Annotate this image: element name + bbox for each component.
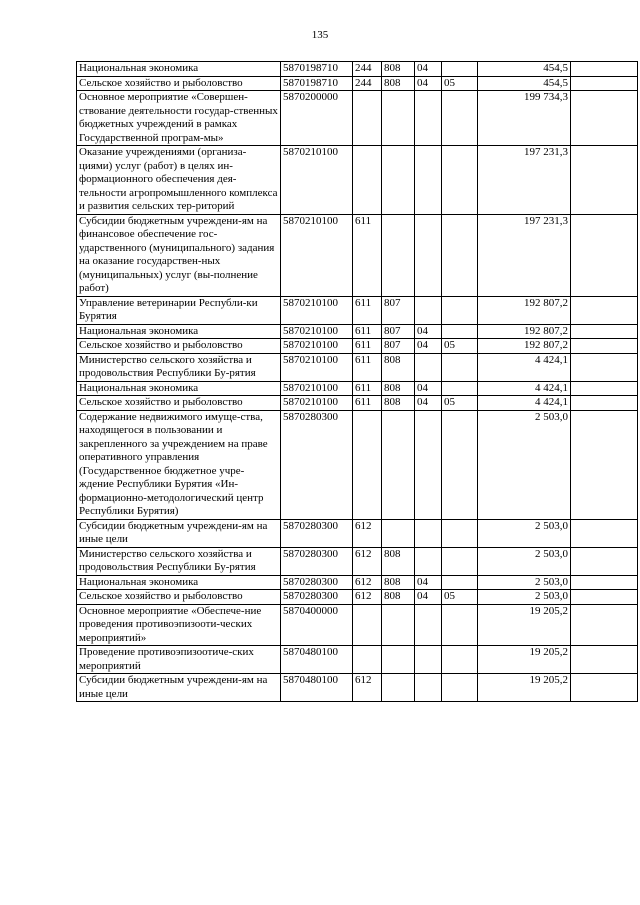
subsection-cell bbox=[442, 674, 478, 702]
amount-cell: 2 503,0 bbox=[478, 590, 571, 605]
page-number: 135 bbox=[311, 29, 329, 41]
section-cell bbox=[415, 646, 442, 674]
expense-type-cell: 611 bbox=[353, 396, 382, 411]
row-name-cell: Субсидии бюджетным учреждени-ям на иные цели bbox=[77, 519, 281, 547]
expense-type-cell: 611 bbox=[353, 339, 382, 354]
administrator-code-cell bbox=[382, 91, 415, 146]
expense-type-cell: 612 bbox=[353, 519, 382, 547]
administrator-code-cell bbox=[382, 214, 415, 296]
row-name-cell: Субсидии бюджетным учреждени-ям на иные цели bbox=[77, 674, 281, 702]
expense-type-cell: 612 bbox=[353, 547, 382, 575]
expense-type-cell: 612 bbox=[353, 674, 382, 702]
table-row bbox=[77, 76, 638, 91]
extra-cell bbox=[571, 91, 638, 146]
target-article-cell: 5870210100 bbox=[281, 324, 353, 339]
subsection-cell: 05 bbox=[442, 396, 478, 411]
target-article-cell: 5870210100 bbox=[281, 353, 353, 381]
row-name-cell: Национальная экономика bbox=[77, 62, 281, 77]
amount-cell: 4 424,1 bbox=[478, 353, 571, 381]
table-row bbox=[77, 646, 638, 674]
expense-type-cell bbox=[353, 146, 382, 215]
extra-cell bbox=[571, 76, 638, 91]
amount-cell: 192 807,2 bbox=[478, 339, 571, 354]
subsection-cell: 05 bbox=[442, 590, 478, 605]
target-article-cell: 5870280300 bbox=[281, 410, 353, 519]
expense-type-cell: 244 bbox=[353, 76, 382, 91]
amount-cell: 192 807,2 bbox=[478, 296, 571, 324]
extra-cell bbox=[571, 396, 638, 411]
administrator-code-cell: 808 bbox=[382, 396, 415, 411]
section-cell bbox=[415, 410, 442, 519]
expense-type-cell: 611 bbox=[353, 296, 382, 324]
subsection-cell bbox=[442, 575, 478, 590]
amount-cell: 2 503,0 bbox=[478, 410, 571, 519]
row-name-cell: Национальная экономика bbox=[77, 324, 281, 339]
row-name-cell: Управление ветеринарии Республи-ки Бурятия bbox=[77, 296, 281, 324]
section-cell: 04 bbox=[415, 396, 442, 411]
row-name-cell: Национальная экономика bbox=[77, 575, 281, 590]
table-row bbox=[77, 381, 638, 396]
row-name-cell: Министерство сельского хозяйства и продовольствия Республики Бу-рятия bbox=[77, 353, 281, 381]
target-article-cell: 5870210100 bbox=[281, 381, 353, 396]
expense-type-cell: 611 bbox=[353, 214, 382, 296]
amount-cell: 192 807,2 bbox=[478, 324, 571, 339]
amount-cell: 19 205,2 bbox=[478, 646, 571, 674]
expense-type-cell: 611 bbox=[353, 324, 382, 339]
table-row bbox=[77, 91, 638, 146]
expense-type-cell: 611 bbox=[353, 353, 382, 381]
amount-cell: 19 205,2 bbox=[478, 604, 571, 646]
table-row bbox=[77, 396, 638, 411]
extra-cell bbox=[571, 146, 638, 215]
expense-type-cell: 611 bbox=[353, 381, 382, 396]
extra-cell bbox=[571, 324, 638, 339]
administrator-code-cell: 808 bbox=[382, 575, 415, 590]
amount-cell: 197 231,3 bbox=[478, 214, 571, 296]
table-row bbox=[77, 339, 638, 354]
table-row bbox=[77, 214, 638, 296]
budget-table bbox=[76, 61, 638, 702]
amount-cell: 454,5 bbox=[478, 76, 571, 91]
administrator-code-cell: 808 bbox=[382, 353, 415, 381]
section-cell bbox=[415, 547, 442, 575]
administrator-code-cell: 808 bbox=[382, 547, 415, 575]
subsection-cell bbox=[442, 353, 478, 381]
section-cell bbox=[415, 604, 442, 646]
table-row bbox=[77, 547, 638, 575]
target-article-cell: 5870210100 bbox=[281, 296, 353, 324]
row-name-cell: Оказание учреждениями (организа-циями) услуг (работ) в целях ин-формационного обеспечения дея-тельности агропромышленного комплекса и развития сельских тер-риторий bbox=[77, 146, 281, 215]
administrator-code-cell bbox=[382, 646, 415, 674]
extra-cell bbox=[571, 296, 638, 324]
extra-cell bbox=[571, 353, 638, 381]
extra-cell bbox=[571, 519, 638, 547]
administrator-code-cell bbox=[382, 604, 415, 646]
table-row bbox=[77, 575, 638, 590]
section-cell bbox=[415, 296, 442, 324]
extra-cell bbox=[571, 590, 638, 605]
amount-cell: 4 424,1 bbox=[478, 396, 571, 411]
extra-cell bbox=[571, 547, 638, 575]
table-row bbox=[77, 353, 638, 381]
row-name-cell: Субсидии бюджетным учреждени-ям на финансовое обеспечение гос-ударственного (муниципального) задания на оказание государствен-ных (муниципальных) услуг (вы-полнение работ) bbox=[77, 214, 281, 296]
extra-cell bbox=[571, 339, 638, 354]
target-article-cell: 5870198710 bbox=[281, 76, 353, 91]
subsection-cell bbox=[442, 296, 478, 324]
target-article-cell: 5870210100 bbox=[281, 214, 353, 296]
row-name-cell: Сельское хозяйство и рыболовство bbox=[77, 339, 281, 354]
target-article-cell: 5870480100 bbox=[281, 674, 353, 702]
target-article-cell: 5870210100 bbox=[281, 396, 353, 411]
row-name-cell: Основное мероприятие «Совершен-ствование деятельности государ-ственных бюджетных учреждений в рамках Государственной програм-мы» bbox=[77, 91, 281, 146]
table-row bbox=[77, 324, 638, 339]
subsection-cell: 05 bbox=[442, 76, 478, 91]
administrator-code-cell: 807 bbox=[382, 339, 415, 354]
table-row bbox=[77, 604, 638, 646]
table-row bbox=[77, 296, 638, 324]
section-cell: 04 bbox=[415, 575, 442, 590]
subsection-cell bbox=[442, 91, 478, 146]
administrator-code-cell: 808 bbox=[382, 590, 415, 605]
administrator-code-cell: 807 bbox=[382, 324, 415, 339]
section-cell: 04 bbox=[415, 590, 442, 605]
subsection-cell bbox=[442, 519, 478, 547]
extra-cell bbox=[571, 646, 638, 674]
section-cell bbox=[415, 214, 442, 296]
extra-cell bbox=[571, 604, 638, 646]
administrator-code-cell: 808 bbox=[382, 76, 415, 91]
administrator-code-cell: 807 bbox=[382, 296, 415, 324]
administrator-code-cell: 808 bbox=[382, 62, 415, 77]
amount-cell: 4 424,1 bbox=[478, 381, 571, 396]
section-cell bbox=[415, 91, 442, 146]
extra-cell bbox=[571, 674, 638, 702]
amount-cell: 197 231,3 bbox=[478, 146, 571, 215]
expense-type-cell: 612 bbox=[353, 575, 382, 590]
amount-cell: 2 503,0 bbox=[478, 519, 571, 547]
expense-type-cell bbox=[353, 410, 382, 519]
target-article-cell: 5870280300 bbox=[281, 547, 353, 575]
amount-cell: 2 503,0 bbox=[478, 575, 571, 590]
target-article-cell: 5870480100 bbox=[281, 646, 353, 674]
section-cell bbox=[415, 674, 442, 702]
table-body bbox=[77, 62, 638, 702]
target-article-cell: 5870198710 bbox=[281, 62, 353, 77]
subsection-cell bbox=[442, 547, 478, 575]
row-name-cell: Сельское хозяйство и рыболовство bbox=[77, 590, 281, 605]
extra-cell bbox=[571, 381, 638, 396]
expense-type-cell bbox=[353, 646, 382, 674]
target-article-cell: 5870210100 bbox=[281, 146, 353, 215]
table-row bbox=[77, 410, 638, 519]
subsection-cell bbox=[442, 146, 478, 215]
target-article-cell: 5870280300 bbox=[281, 519, 353, 547]
subsection-cell bbox=[442, 62, 478, 77]
section-cell: 04 bbox=[415, 76, 442, 91]
row-name-cell: Сельское хозяйство и рыболовство bbox=[77, 76, 281, 91]
administrator-code-cell bbox=[382, 674, 415, 702]
amount-cell: 199 734,3 bbox=[478, 91, 571, 146]
section-cell: 04 bbox=[415, 339, 442, 354]
administrator-code-cell bbox=[382, 519, 415, 547]
expense-type-cell bbox=[353, 604, 382, 646]
row-name-cell: Содержание недвижимого имуще-ства, находящегося в пользовании и закрепленного за учреждением на праве оперативного управления (Государственное бюджетное учре-ждение Республики Бурятия «Ин-формационно-методологический центр Республики Бурятия) bbox=[77, 410, 281, 519]
subsection-cell: 05 bbox=[442, 339, 478, 354]
row-name-cell: Национальная экономика bbox=[77, 381, 281, 396]
amount-cell: 2 503,0 bbox=[478, 547, 571, 575]
administrator-code-cell bbox=[382, 146, 415, 215]
section-cell bbox=[415, 146, 442, 215]
row-name-cell: Основное мероприятие «Обеспече-ние проведения противоэпизооти-ческих мероприятий» bbox=[77, 604, 281, 646]
subsection-cell bbox=[442, 604, 478, 646]
target-article-cell: 5870400000 bbox=[281, 604, 353, 646]
section-cell bbox=[415, 519, 442, 547]
extra-cell bbox=[571, 410, 638, 519]
subsection-cell bbox=[442, 324, 478, 339]
administrator-code-cell bbox=[382, 410, 415, 519]
subsection-cell bbox=[442, 214, 478, 296]
amount-cell: 454,5 bbox=[478, 62, 571, 77]
section-cell bbox=[415, 353, 442, 381]
extra-cell bbox=[571, 214, 638, 296]
section-cell: 04 bbox=[415, 62, 442, 77]
expense-type-cell: 612 bbox=[353, 590, 382, 605]
subsection-cell bbox=[442, 381, 478, 396]
table-row bbox=[77, 519, 638, 547]
row-name-cell: Министерство сельского хозяйства и продовольствия Республики Бу-рятия bbox=[77, 547, 281, 575]
section-cell: 04 bbox=[415, 324, 442, 339]
subsection-cell bbox=[442, 410, 478, 519]
extra-cell bbox=[571, 575, 638, 590]
subsection-cell bbox=[442, 646, 478, 674]
table-row bbox=[77, 146, 638, 215]
target-article-cell: 5870200000 bbox=[281, 91, 353, 146]
expense-type-cell bbox=[353, 91, 382, 146]
expense-type-cell: 244 bbox=[353, 62, 382, 77]
amount-cell: 19 205,2 bbox=[478, 674, 571, 702]
table-row bbox=[77, 674, 638, 702]
target-article-cell: 5870210100 bbox=[281, 339, 353, 354]
target-article-cell: 5870280300 bbox=[281, 575, 353, 590]
target-article-cell: 5870280300 bbox=[281, 590, 353, 605]
table-row bbox=[77, 590, 638, 605]
row-name-cell: Сельское хозяйство и рыболовство bbox=[77, 396, 281, 411]
extra-cell bbox=[571, 62, 638, 77]
row-name-cell: Проведение противоэпизоотиче-ских мероприятий bbox=[77, 646, 281, 674]
table-row bbox=[77, 62, 638, 77]
administrator-code-cell: 808 bbox=[382, 381, 415, 396]
section-cell: 04 bbox=[415, 381, 442, 396]
